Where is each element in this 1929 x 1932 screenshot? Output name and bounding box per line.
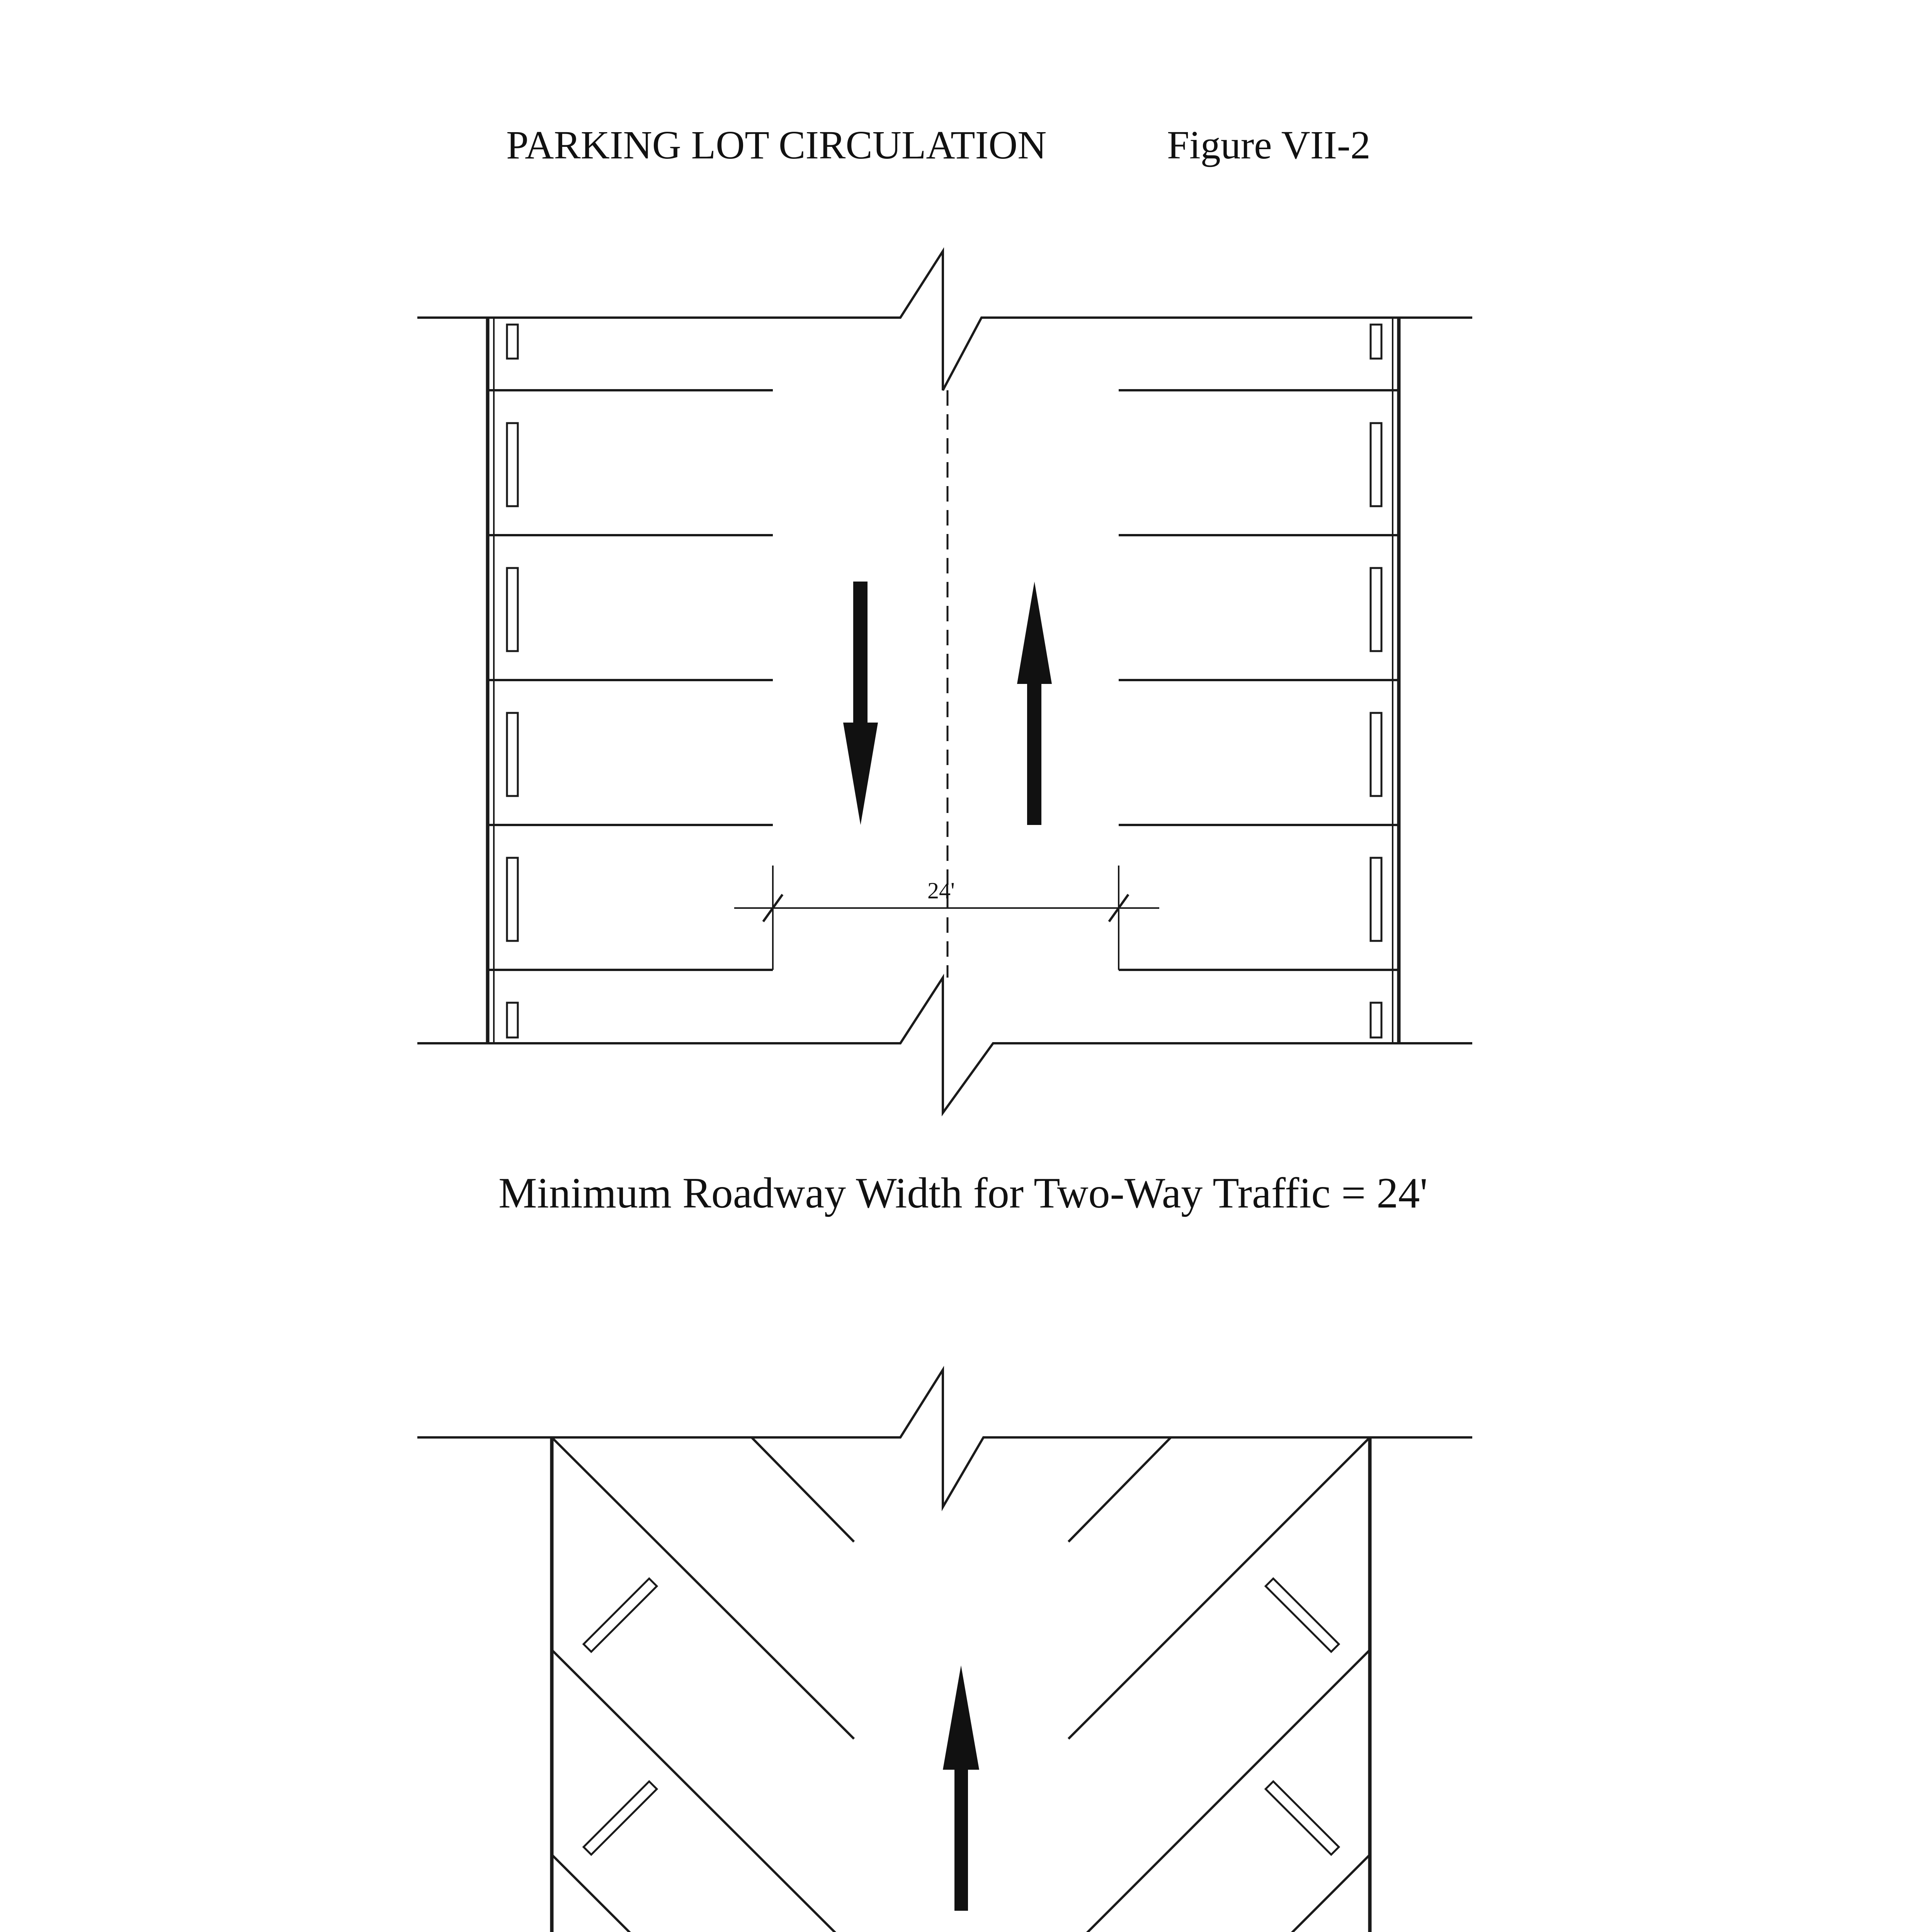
top-road-edge [417,1370,1472,1507]
wheel-stop-icon [1371,325,1381,359]
left-angled-parking-row [552,1437,862,1932]
wheel-stop-icon [507,423,518,506]
one-way-traffic-diagram [417,1370,1472,1932]
wheel-stop-icon [507,325,518,359]
two-way-traffic-diagram [417,251,1472,1113]
right-angled-parking-row [1068,1437,1370,1932]
figure-label: Figure VII-2 [1167,123,1371,167]
bottom-road-edge [417,978,1472,1113]
wheel-stop-icon [1266,1781,1339,1855]
up-arrow [943,1665,979,1911]
up-arrow [1017,582,1052,825]
wheel-stop-icon [1371,713,1381,796]
wheel-stop-icon [507,858,518,941]
right-parking-row [1119,318,1399,1043]
dimension-label-24: 24' [927,878,955,903]
wheel-stop-icon [583,1578,657,1652]
wheel-stop-icon [1371,568,1381,651]
wheel-stop-icon [1371,858,1381,941]
wheel-stop-icon [507,713,518,796]
two-way-caption: Minimum Roadway Width for Two-Way Traffic = 24' [498,1169,1428,1217]
wheel-stop-icon [507,1003,518,1037]
down-arrow [843,582,878,825]
top-road-edge [417,251,1472,390]
wheel-stop-icon [1371,423,1381,506]
wheel-stop-icon [1266,1578,1339,1652]
wheel-stop-icon [507,568,518,651]
wheel-stop-icon [1371,1003,1381,1037]
wheel-stop-icon [583,1781,657,1855]
page-title: PARKING LOT CIRCULATION [506,123,1047,167]
left-parking-row [488,318,773,1043]
